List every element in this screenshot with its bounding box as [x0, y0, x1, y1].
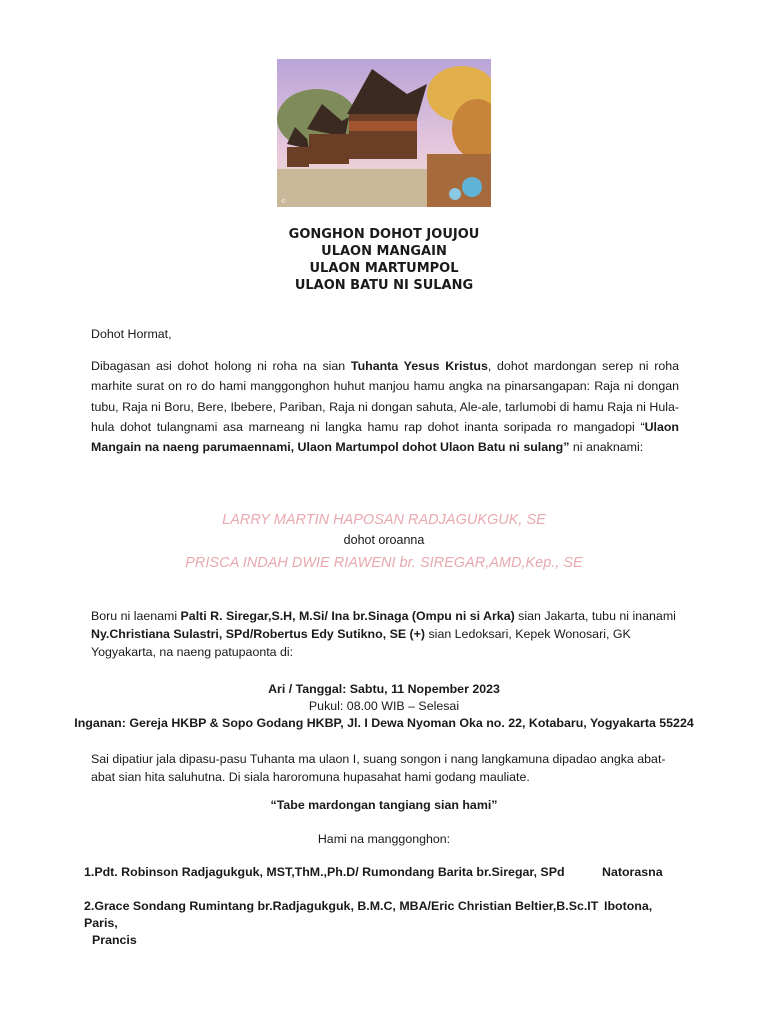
blessing-paragraph: Sai dipatiur jala dipasu-pasu Tuhanta ma ulaon I, suang songon i nang langkamuna dipadao angka abat-abat sian hita saluhutna. Di siala haroromuna hupasahat hami godang mauliate.: [91, 752, 666, 784]
parents-text-2: sian Jakarta, tubu ni inanami: [514, 609, 676, 623]
parents-paragraph: [91, 607, 679, 661]
batak-house-photo: [277, 59, 491, 207]
groom-name: LARRY MARTIN HAPOSAN RADJAGUKGUK, SE: [222, 512, 546, 528]
inviter-2-city: Paris,: [84, 916, 118, 930]
intro-text-2: , dohot mardongan serep ni roha marhite surat on ro do hami manggonghon huhut manjou hamu angka na pinarsangapan: Raja ni dongan tubu, Raja ni Boru, Bere, Ibebere, Pariban, Raja ni dongan sahuta, Ale-ale, tarlumobi di hamu Raja ni Hula- hula dohot tulangnami asa marneang ni langka hamu rap dohot inanta soripada ro mangadopi “: [91, 359, 679, 434]
title-line-4: ULAON BATU NI SULANG: [294, 278, 474, 293]
inviter-1-role: Natorasna: [602, 865, 663, 879]
invitation-title: [0, 226, 768, 294]
event-details: [0, 681, 768, 732]
intro-bold-1: Tuhanta Yesus Kristus: [350, 359, 488, 373]
bride-name: PRISCA INDAH DWIE RIAWENI br. SIREGAR,AMD,Kep., SE: [185, 555, 583, 571]
inviter-1-name: 1.Pdt. Robinson Radjagukguk, MST,ThM.,Ph.D/ Rumondang Barita br.Siregar, SPd: [84, 865, 565, 879]
intro-bold-2: Ulaon Mangain na naeng parumaennami, Ulaon Martumpol dohot Ulaon Batu ni sulang”: [91, 419, 679, 455]
title-line-1: GONGHON DOHOT JOUJOU: [288, 227, 480, 242]
parents-bold-1: Palti R. Siregar,S.H, M.Si/ Ina br.Sinaga (Ompu ni si Arka): [180, 609, 515, 623]
event-time: Pukul: 08.00 WIB – Selesai: [308, 699, 460, 713]
intro-paragraph: [91, 356, 679, 457]
intro-text-3: ni anaknami:: [569, 440, 644, 455]
intro-text-1: Dibagasan asi dohot holong ni roha na sian: [91, 359, 351, 373]
parents-bold-2: Ny.Christiana Sulastri, SPd/Robertus Edy Sutikno, SE (+): [91, 627, 426, 641]
inviters-label: Hami na manggonghon:: [317, 832, 451, 846]
inviter-2-name: 2.Grace Sondang Rumintang br.Radjagukguk, B.M.C, MBA/Eric Christian Beltier,B.Sc.IT: [84, 899, 599, 913]
svg-text:©: ©: [281, 199, 286, 205]
event-date: Ari / Tanggal: Sabtu, 11 Nopember 2023: [268, 682, 500, 696]
inviter-1: [84, 864, 684, 881]
parents-text-3: sian Ledoksari, Kepek Wonosari, GK Yogyakarta, na naeng patupaonta di:: [91, 627, 631, 659]
title-line-3: ULAON MARTUMPOL: [309, 261, 459, 276]
event-place: Inganan: Gereja HKBP & Sopo Godang HKBP, Jl. I Dewa Nyoman Oka no. 22, Kotabaru, Yogyakarta 55224: [74, 716, 694, 730]
title-line-2: ULAON MANGAIN: [321, 244, 447, 259]
motto: “Tabe mardongan tangiang sian hami”: [270, 798, 498, 812]
parents-text-1: Boru ni laenami: [91, 609, 181, 623]
greeting: Dohot Hormat,: [91, 327, 172, 341]
inviter-2-role: Ibotona,: [604, 899, 653, 913]
inviter-2: [84, 898, 684, 949]
couple-connector: dohot oroanna: [343, 533, 425, 547]
inviter-2-country: Prancis: [92, 933, 137, 947]
